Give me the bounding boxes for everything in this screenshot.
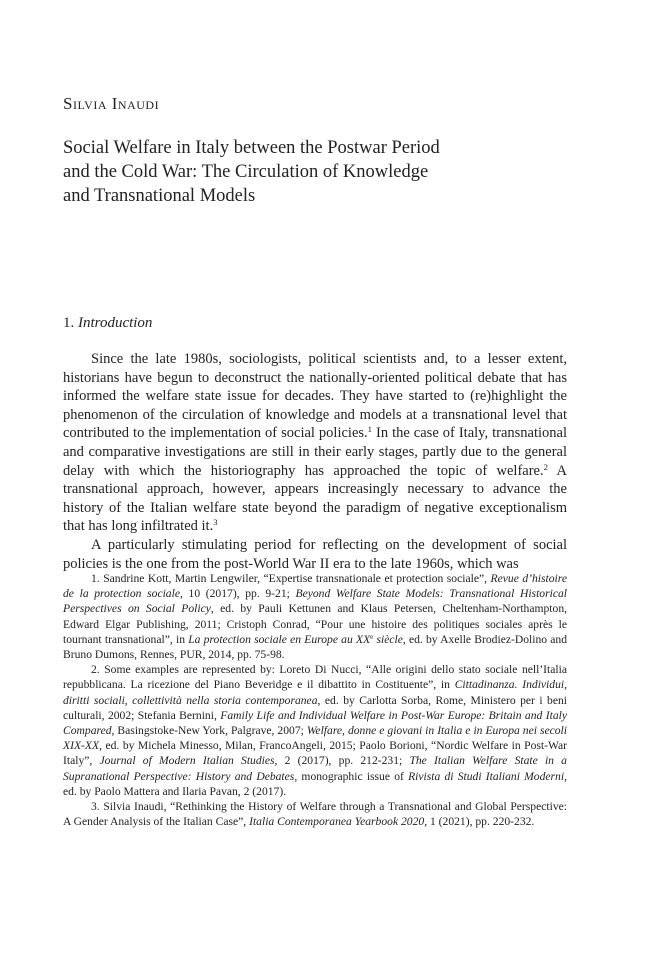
- section-title: Introduction: [78, 315, 153, 331]
- body-text: [63, 350, 567, 573]
- footnote: [63, 662, 567, 799]
- footnotes: [63, 571, 567, 829]
- section-number: 1.: [63, 315, 75, 331]
- footnote-italic: Journal of Modern Italian Studies: [99, 754, 275, 768]
- footnote: [63, 571, 567, 662]
- footnote-italic: La protection sociale en Europe au XX: [188, 632, 371, 646]
- chapter-title-line: Social Welfare in Italy between the Postwar Period: [63, 138, 440, 158]
- footnote-text: , ed. by Michela Minesso, Milan, FrancoAngeli, 2015; Paolo Borioni, “Nordic Welfare in Post-War Italy”,: [63, 739, 567, 768]
- chapter-title: [63, 136, 533, 208]
- footnote-text: Some examples are represented by: Loreto Di Nucci, “Alle origini dello stato sociale nell’Italia repubblicana. La ricezione del Piano Beveridge e il dibattito in Costituente”, in: [63, 663, 567, 692]
- paragraph-text: A transnational approach, however, appears increasingly necessary to advance the history of the Italian welfare state beyond the paradigm of negative exceptionalism that has long infiltrated it.: [63, 462, 567, 535]
- footnote-italic: Rivista di Studi Italiani Moderni: [408, 769, 565, 783]
- footnote-text: , 2 (2017), pp. 212-231;: [274, 754, 410, 768]
- footnote-text: Silvia Inaudi, “Rethinking the History of Welfare through a Transnational and Global Perspective: A Gender Analysis of the Italian Case”,: [63, 800, 567, 829]
- footnote-italic: Beyond Welfare State Models: Transnational Historical Perspectives on Social Policy: [63, 587, 567, 616]
- footnote-ref[interactable]: 3: [213, 517, 218, 528]
- footnote-text: , ed. by Pauli Kettunen and Klaus Petersen, Cheltenham-Northampton, Edward Elgar Publishing, 2011; Cristoph Conrad, “Pour une histoire des politiques sociales après le tournant transnational”, in: [63, 602, 568, 646]
- chapter-title-line: and Transnational Models: [63, 186, 256, 206]
- footnote-number: 2.: [91, 663, 100, 677]
- footnote-italic: Welfare, donne e giovani in Italia e in Europa nei secoli XIX-XX: [63, 724, 568, 753]
- paragraph-text: Since the late 1980s, sociologists, political scientists and, to a lesser extent, historians have begun to deconstruct the nationally-oriented political debate that has informed the welfare state issue for decades. They have started to (re)highlight the phenomenon of the circulation of knowledge and models at a transnational level that contributed to the implementation of social policies.: [63, 351, 567, 442]
- footnote-text: , 10 (2017), pp. 9-21;: [179, 587, 296, 601]
- footnote-text: , ed. by Carlotta Sorba, Rome, Ministero per i beni culturali, 2002; Stefania Bernini,: [63, 693, 568, 722]
- footnote-italic: Italia Contemporanea Yearbook 2020: [249, 815, 425, 829]
- footnote-italic: siècle: [373, 632, 403, 646]
- footnote-text: , 1 (2021), pp. 220-232.: [424, 815, 535, 829]
- paragraph: [63, 350, 567, 536]
- footnote-number: 1.: [91, 572, 100, 585]
- footnote-text: Sandrine Kott, Martin Lengwiler, “Expertise transnationale et protection sociale”,: [99, 572, 491, 585]
- footnote-text: , ed. by Axelle Brodiez-Dolino and Bruno Dumons, Rennes, PUR, 2014, pp. 75-98.: [63, 632, 567, 662]
- footnote-italic: Family Life and Individual Welfare in Post-War Europe: Britain and Italy Compared: [63, 708, 567, 738]
- footnote-italic: The Italian Welfare State in a Supranational Perspective: History and Debates: [63, 754, 567, 783]
- footnote-italic: Cittadinanza. Individui, diritti sociali, collettività nella storia contemporanea: [63, 678, 567, 707]
- footnote-ref[interactable]: 2: [543, 461, 548, 472]
- footnote-text: , ed. by Paolo Mattera and Ilaria Pavan, 2 (2017).: [63, 769, 567, 798]
- paragraph-text: In the case of Italy, transnational and comparative investigations are still in their early stages, partly due to the general delay with which the historiography has approached the topic of welfare.: [63, 425, 567, 479]
- section-heading: [63, 315, 152, 332]
- footnote-ref[interactable]: 1: [367, 424, 373, 435]
- author-name: Silvia Inaudi: [63, 94, 160, 113]
- chapter-title-line: and the Cold War: The Circulation of Knowledge: [63, 162, 429, 182]
- paragraph-text: A particularly stimulating period for reflecting on the development of social policies is the one from the post-World War II era to the late 1960s, which was: [63, 536, 567, 572]
- footnote-text: , Basingstoke-New York, Palgrave, 2007;: [111, 724, 307, 738]
- footnote-italic: Revue d’histoire de la protection sociale: [63, 572, 567, 601]
- footnote: [63, 799, 567, 829]
- paragraph: [63, 536, 567, 573]
- footnote-superscript: e: [370, 632, 374, 641]
- footnote-text: , monographic issue of: [294, 769, 409, 783]
- footnote-number: 3.: [91, 800, 100, 814]
